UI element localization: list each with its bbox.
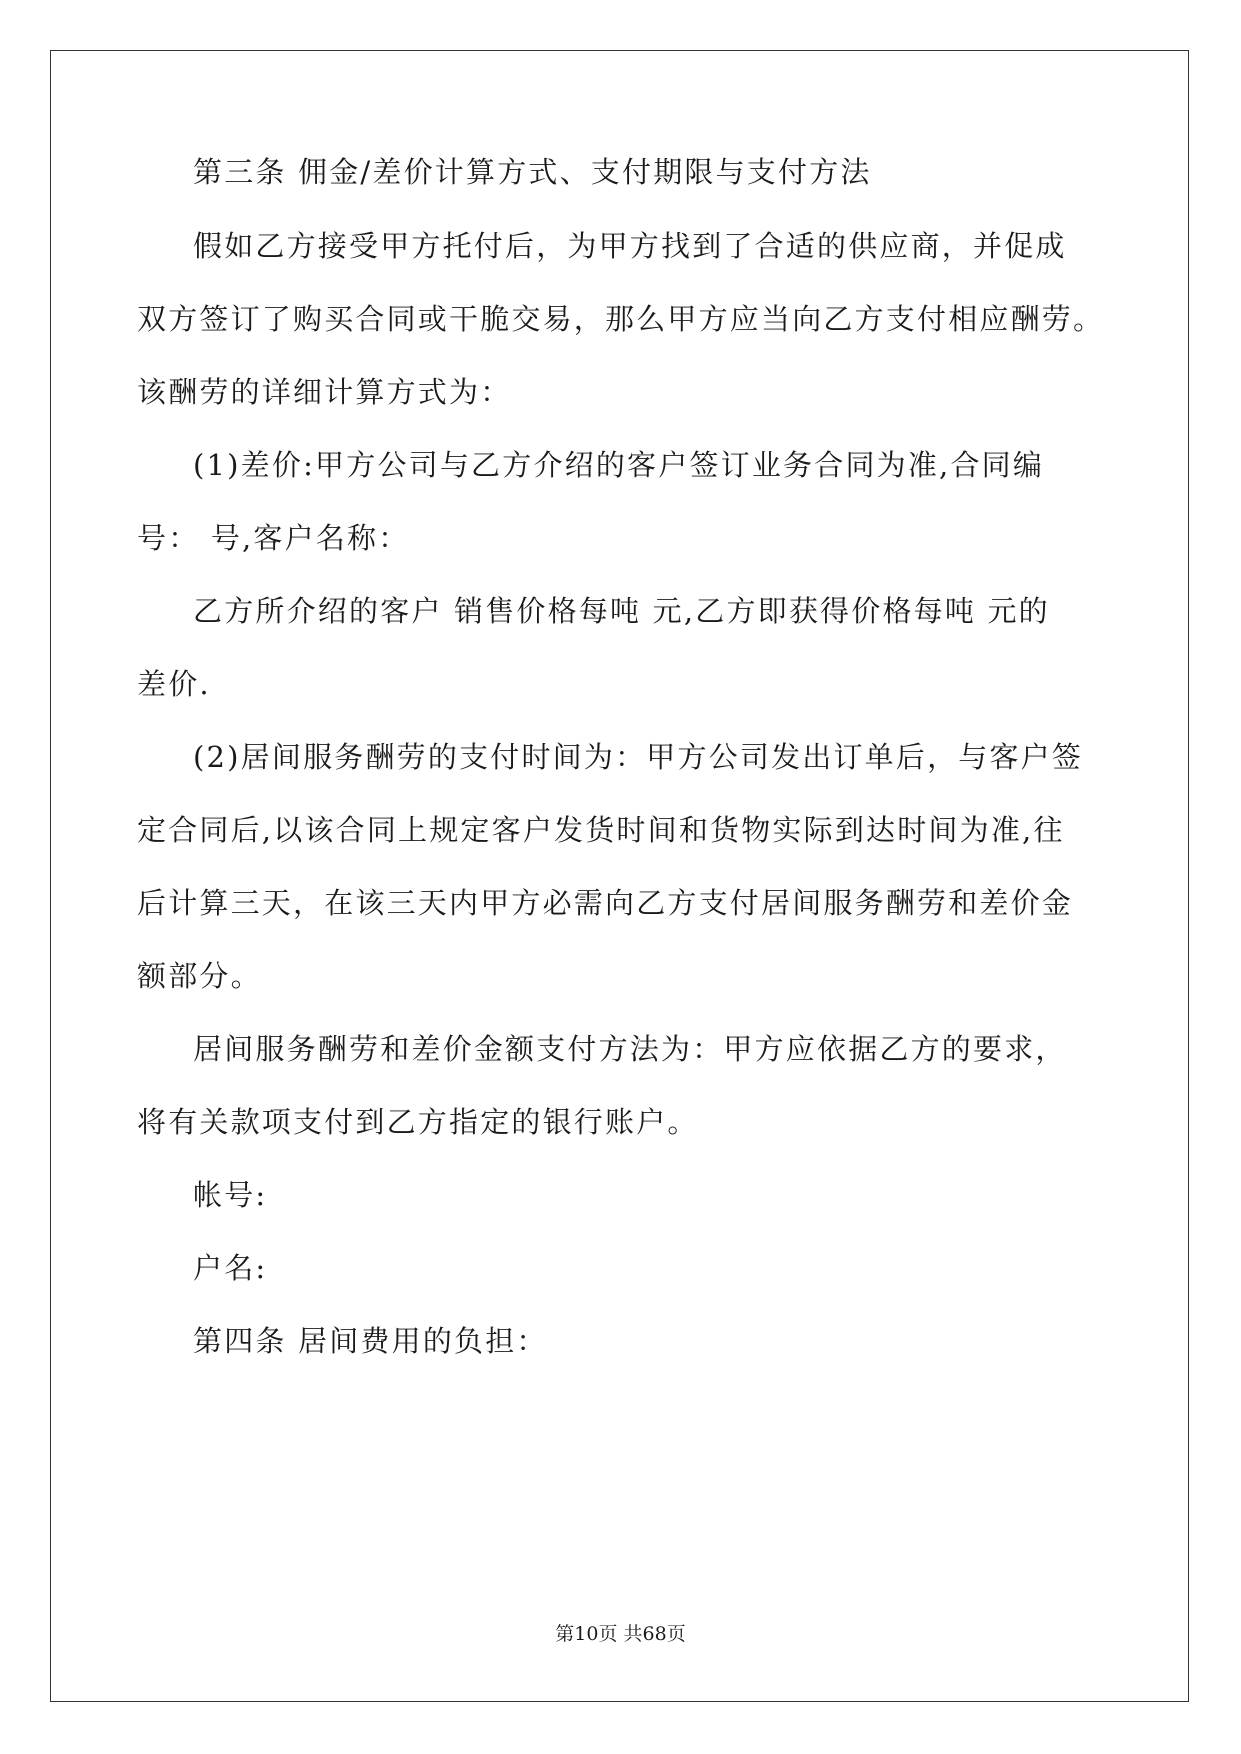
- paragraph-line: 假如乙方接受甲方托付后，为甲方找到了合适的供应商，并促成: [193, 229, 1067, 263]
- article-3-heading: 第三条 佣金/差价计算方式、支付期限与支付方法: [193, 155, 872, 189]
- paragraph-line: (2)居间服务酬劳的支付时间为：甲方公司发出订单后，与客户签: [193, 740, 1084, 774]
- paragraph-line: 定合同后,以该合同上规定客户发货时间和货物实际到达时间为准,往: [137, 813, 1065, 847]
- account-name-label: 户名:: [193, 1251, 268, 1285]
- paragraph-line: 居间服务酬劳和差价金额支付方法为：甲方应依据乙方的要求，: [193, 1032, 1067, 1066]
- article-4-heading: 第四条 居间费用的负担：: [193, 1324, 548, 1358]
- account-number-label: 帐号:: [193, 1178, 268, 1212]
- page-border: [50, 50, 1189, 1702]
- paragraph-line: 差价.: [137, 667, 211, 701]
- paragraph-line: 双方签订了购买合同或干脆交易，那么甲方应当向乙方支付相应酬劳。: [137, 302, 1105, 336]
- paragraph-line: 后计算三天，在该三天内甲方必需向乙方支付居间服务酬劳和差价金: [137, 886, 1074, 920]
- page-number: 第10页 共68页: [555, 1623, 686, 1645]
- paragraph-line: 该酬劳的详细计算方式为：: [137, 375, 512, 409]
- paragraph-line: 号： 号,客户名称：: [137, 521, 410, 555]
- paragraph-line: 额部分。: [137, 959, 262, 993]
- paragraph-line: 乙方所介绍的客户 销售价格每吨 元,乙方即获得价格每吨 元的: [193, 594, 1050, 628]
- paragraph-line: (1)差价:甲方公司与乙方介绍的客户签订业务合同为准,合同编: [193, 448, 1045, 482]
- paragraph-line: 将有关款项支付到乙方指定的银行账户。: [137, 1105, 699, 1139]
